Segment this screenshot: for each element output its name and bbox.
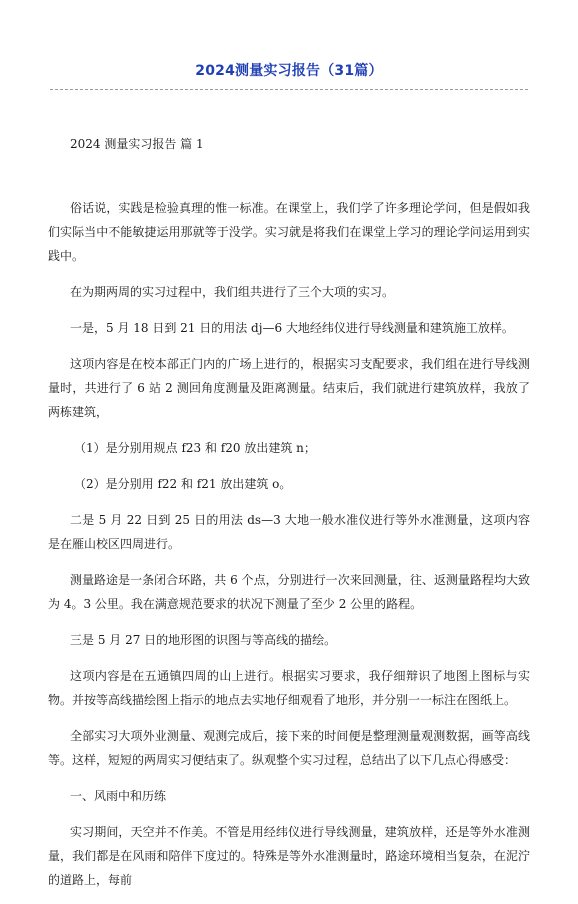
section-heading: 2024 测量实习报告 篇 1: [70, 137, 204, 151]
list-item-2: （2）是分别用 f22 和 f21 放出建筑 o。: [74, 477, 292, 491]
paragraph-10: 实习期间，天空并不作美。不管是用经纬仪进行导线测量，建筑放样，还是等外水准测量，我们都是在风雨和陪伴下度过的。特殊是等外水准测量时，路途环境相当复杂，在泥泞的道路上，每前: [48, 825, 530, 887]
paragraph-7: 三是 5 月 27 日的地形图的识图与等高线的描绘。: [70, 633, 337, 647]
section-point-1: 一、风雨中和历练: [70, 789, 167, 803]
paragraph-8: 这项内容是在五通镇四周的山上进行。根据实习要求，我仔细辩识了地图上图标与实物。并按等高线描绘图上指示的地点去实地仔细观看了地形，并分别一一标注在图纸上。: [48, 669, 530, 707]
document-title: 2024测量实习报告（31篇）: [195, 63, 383, 79]
paragraph-6: 测量路途是一条闭合环路，共 6 个点，分别进行一次来回测量，往、返测量路程均大致为 4。3 公里。我在满意规范要求的状况下测量了至少 2 公里的路程。: [48, 573, 530, 611]
paragraph-5: 二是 5 月 22 日到 25 日的用法 ds—3 大地一般水准仪进行等外水准测量，这项内容是在雁山校区四周进行。: [48, 513, 530, 551]
title-divider: [50, 89, 528, 90]
paragraph-1: 俗话说，实践是检验真理的惟一标准。在课堂上，我们学了许多理论学问，但是假如我们实际当中不能敏捷运用那就等于没学。实习就是将我们在课堂上学习的理论学问运用到实践中。: [48, 201, 530, 263]
paragraph-3: 一是，5 月 18 日到 21 日的用法 dj—6 大地经纬仪进行导线测量和建筑施工放样。: [70, 321, 514, 335]
list-item-1: （1）是分别用规点 f23 和 f20 放出建筑 n；: [74, 441, 316, 455]
paragraph-4: 这项内容是在校本部正门内的广场上进行的，根据实习支配要求，我们组在进行导线测量时，共进行了 6 站 2 测回角度测量及距离测量。结束后，我们就进行建筑放样，我放了两栋建筑，: [48, 357, 530, 419]
heading-spacer: [48, 152, 530, 196]
paragraph-9: 全部实习大项外业测量、观测完成后，接下来的时间便是整理测量观测数据，画等高线等。这样，短短的两周实习便结束了。纵观整个实习过程，总结出了以下几点心得感受：: [48, 729, 530, 767]
paragraph-2: 在为期两周的实习过程中，我们组共进行了三个大项的实习。: [70, 285, 395, 299]
document-body: [48, 136, 530, 904]
